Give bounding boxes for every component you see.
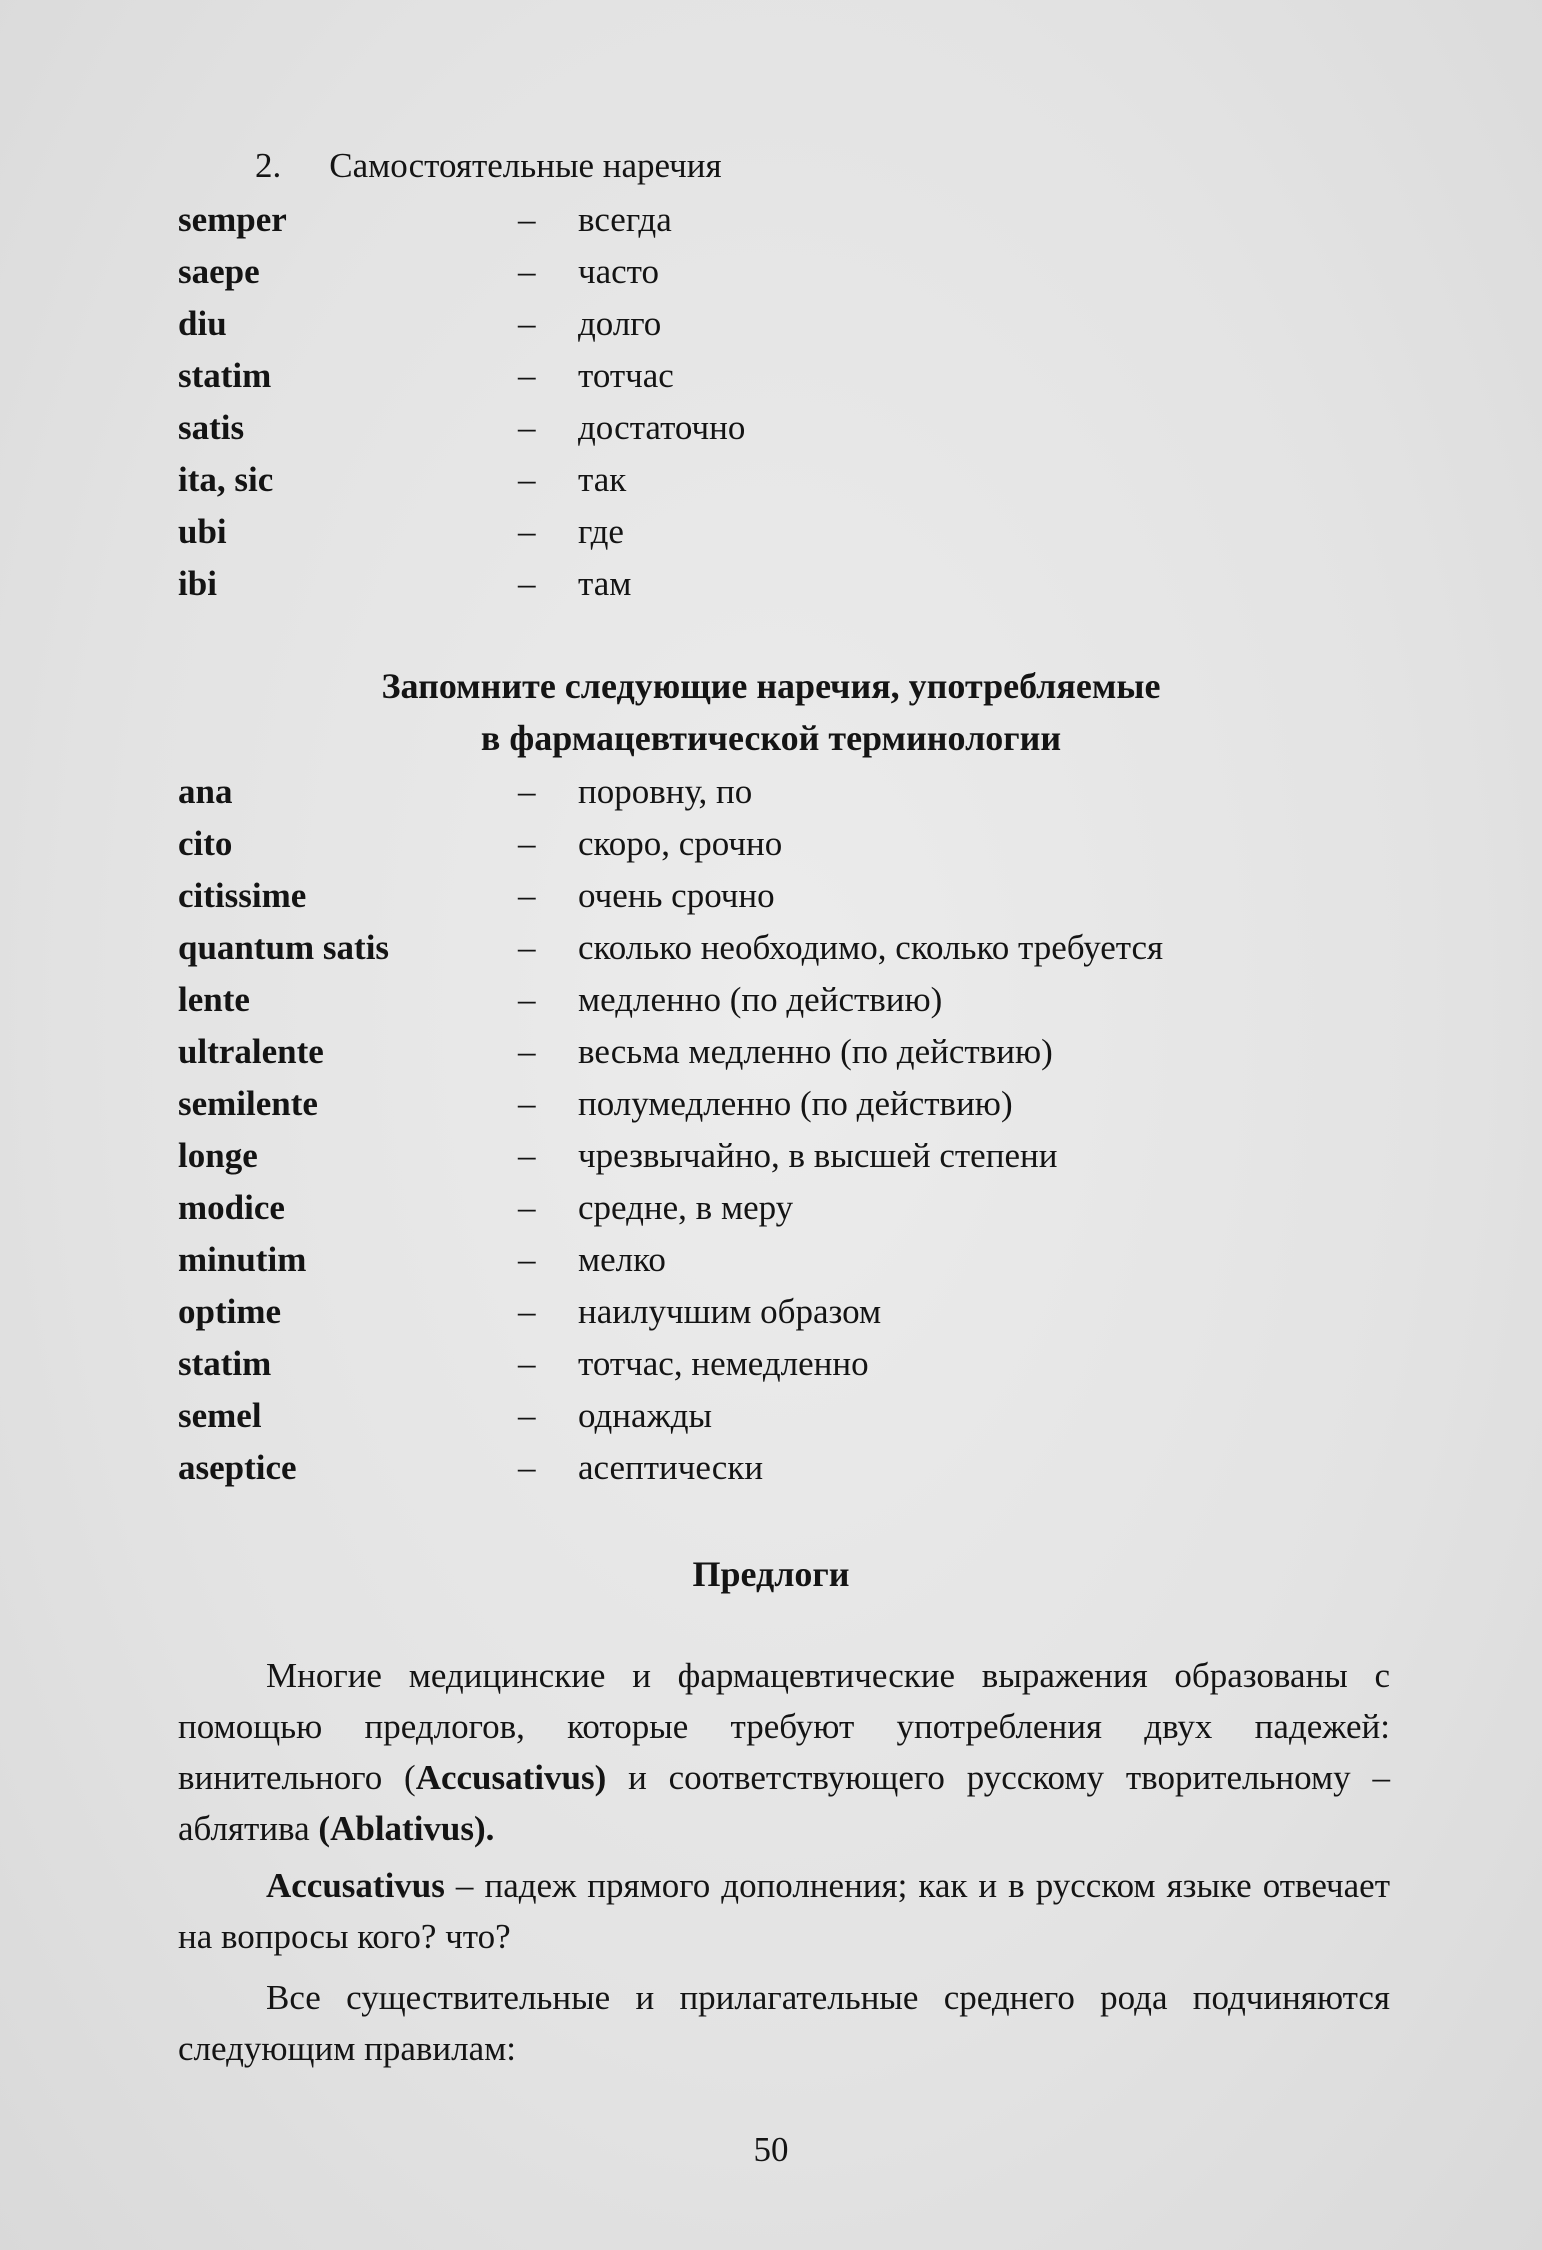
russian-meaning: тотчас, немедленно — [578, 1344, 869, 1383]
russian-meaning: там — [578, 564, 632, 603]
latin-term: citissime — [178, 876, 307, 915]
dash: – — [518, 304, 536, 343]
russian-meaning: тотчас — [578, 356, 674, 395]
dash: – — [518, 460, 536, 499]
paragraph-text: Все существительные и прилагательные среднего рода подчиняются следующим правилам: — [178, 1978, 1390, 2068]
russian-meaning: наилучшим образом — [578, 1292, 882, 1331]
term-accusativus: Accusativus) — [415, 1758, 607, 1797]
memorize-heading — [0, 660, 1542, 764]
latin-term: modice — [178, 1188, 285, 1227]
latin-term: ibi — [178, 564, 217, 603]
memorize-heading-line-2: в фармацевтической терминологии — [480, 718, 1062, 758]
latin-term: statim — [178, 1344, 272, 1383]
latin-term: optime — [178, 1292, 282, 1331]
russian-meaning: полумедленно (по действию) — [578, 1084, 1013, 1123]
latin-term: semilente — [178, 1084, 318, 1123]
prepositions-heading: Предлоги — [692, 1554, 850, 1594]
russian-meaning: очень срочно — [578, 876, 775, 915]
dash: – — [518, 824, 536, 863]
dash: – — [518, 252, 536, 291]
latin-term: satis — [178, 408, 245, 447]
dash: – — [518, 876, 536, 915]
latin-term: semel — [178, 1396, 262, 1435]
dash: – — [518, 1448, 536, 1487]
dash: – — [518, 512, 536, 551]
dash: – — [518, 980, 536, 1019]
latin-term: ana — [178, 772, 233, 811]
russian-meaning: весьма медленно (по действию) — [578, 1032, 1053, 1071]
dash: – — [518, 772, 536, 811]
russian-meaning: чрезвычайно, в высшей степени — [578, 1136, 1058, 1175]
dash: – — [518, 200, 536, 239]
latin-term: statim — [178, 356, 272, 395]
latin-term: ita, sic — [178, 460, 274, 499]
russian-meaning: однажды — [578, 1396, 713, 1435]
latin-term: aseptice — [178, 1448, 297, 1487]
dash: – — [518, 1240, 536, 1279]
paragraph-text: Многие медицинские и фармацевтические выражения образованы с помощью предлогов, которые требуют употребления двух падежей: винительного ( — [178, 1656, 1390, 1797]
prepositions-paragraph-2 — [178, 1860, 1390, 1962]
latin-term: diu — [178, 304, 227, 343]
dash: – — [518, 1032, 536, 1071]
latin-term: cito — [178, 824, 233, 863]
memorize-heading-line-1: Запомните следующие наречия, употребляемые — [381, 666, 1161, 706]
latin-term: minutim — [178, 1240, 307, 1279]
latin-term: quantum satis — [178, 928, 390, 967]
russian-meaning: мелко — [578, 1240, 666, 1279]
russian-meaning: средне, в меру — [578, 1188, 794, 1227]
russian-meaning: так — [578, 460, 627, 499]
section-number: 2. — [255, 146, 282, 185]
latin-term: ultralente — [178, 1032, 324, 1071]
latin-term: longe — [178, 1136, 258, 1175]
prepositions-paragraph-3 — [178, 1972, 1390, 2074]
dash: – — [518, 928, 536, 967]
paragraph-text: – падеж прямого дополнения; как и в русском языке отвечает на вопросы кого? что? — [178, 1866, 1390, 1956]
section-heading-independent-adverbs — [255, 142, 722, 190]
dash: – — [518, 408, 536, 447]
paragraph-text: и соответствующего русскому творительному – аблятива — [178, 1758, 1390, 1848]
page-number: 50 — [753, 2130, 789, 2169]
russian-meaning: асептически — [578, 1448, 764, 1487]
dash: – — [518, 1344, 536, 1383]
dash: – — [518, 356, 536, 395]
russian-meaning: медленно (по действию) — [578, 980, 943, 1019]
russian-meaning: сколько необходимо, сколько требуется — [578, 928, 1164, 967]
russian-meaning: достаточно — [578, 408, 746, 447]
term-accusativus: Accusativus — [266, 1866, 445, 1905]
dash: – — [518, 1292, 536, 1331]
russian-meaning: всегда — [578, 200, 672, 239]
prepositions-paragraph-1 — [178, 1650, 1390, 1854]
latin-term: lente — [178, 980, 250, 1019]
dash: – — [518, 564, 536, 603]
russian-meaning: скоро, срочно — [578, 824, 783, 863]
dash: – — [518, 1396, 536, 1435]
section-title: Самостоятельные наречия — [329, 146, 722, 185]
russian-meaning: часто — [578, 252, 660, 291]
dash: – — [518, 1188, 536, 1227]
latin-term: saepe — [178, 252, 260, 291]
dash: – — [518, 1136, 536, 1175]
latin-term: ubi — [178, 512, 227, 551]
russian-meaning: долго — [578, 304, 662, 343]
russian-meaning: поровну, по — [578, 772, 753, 811]
latin-term: semper — [178, 200, 287, 239]
dash: – — [518, 1084, 536, 1123]
term-ablativus: (Ablativus). — [318, 1809, 495, 1848]
russian-meaning: где — [578, 512, 624, 551]
